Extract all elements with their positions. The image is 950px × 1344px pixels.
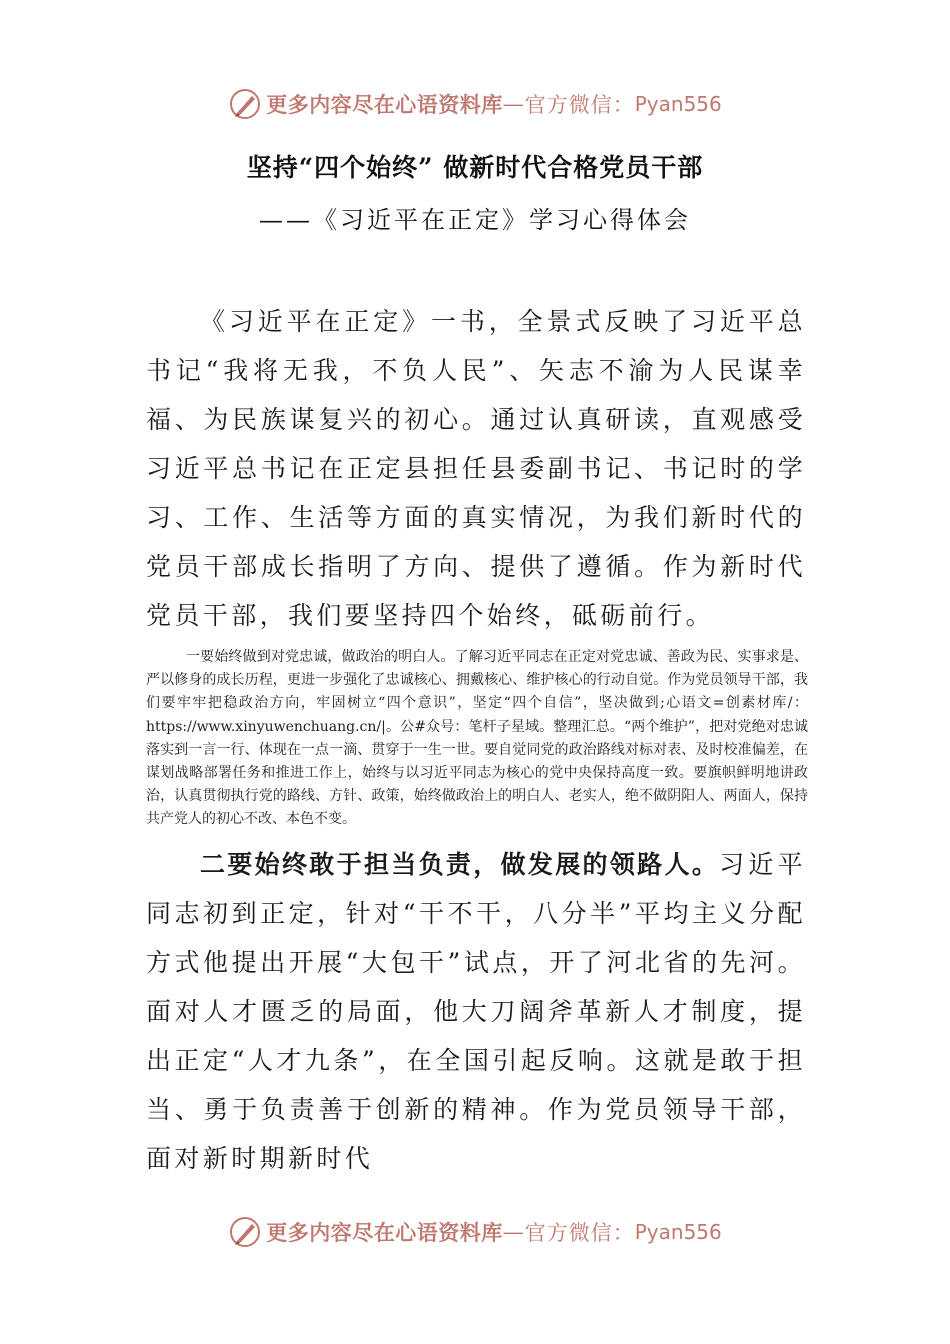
point-two-lead: 二要始终敢于担当负责，做发展的领路人。 xyxy=(200,850,720,879)
point-two-paragraph xyxy=(146,840,806,1183)
footer-wechat-id: Pyan556 xyxy=(634,1220,722,1244)
footer-brand: 更多内容尽在心语资料库 xyxy=(266,1220,503,1245)
pen-logo-icon xyxy=(228,1215,262,1249)
point-one-paragraph: 一要始终做到对党忠诚，做政治的明白人。了解习近平同志在正定对党忠诚、善政为民、实事求是、严以修身的成长历程，更进一步强化了忠诚核心、拥戴核心、维护核心的行动自觉。作为党员领导干部，我们要牢牢把稳政治方向，牢固树立“四个意识”，坚定“四个自信”，坚决做到;心语文=创素材库/：https://www.xinyuwenchuang.cn/|。公#众号：笔杆子星域。整理汇总。“两个维护”，把对党绝对忠诚落实到一言一行、体现在一点一滴、贯穿于一生一世。要自觉同党的政治路线对标对表、及时校准偏差，在谋划战略部署任务和推进工作上，始终与以习近平同志为核心的党中央保持高度一致。要旗帜鲜明地讲政治，认真贯彻执行党的路线、方针、政策，始终做政治上的明白人、老实人，绝不做阴阳人、两面人，保持共产党人的初心不改、本色不变。 xyxy=(146,649,808,828)
banner-wechat-id: Pyan556 xyxy=(634,92,722,116)
header-banner xyxy=(0,82,950,126)
point-two-body: 习近平同志初到正定，针对“干不干，八分半”平均主义分配方式他提出开展“大包干”试点，开了河北省的先河。面对人才匮乏的局面，他大刀阔斧革新人才制度，提出正定“人才九条”，在全国引起反响。这就是敢于担当、勇于负责善于创新的精神。作为党员领导干部，面对新时期新时代 xyxy=(146,850,806,1173)
banner-label: 官方微信： xyxy=(524,93,635,117)
document-subtitle: ——《习近平在正定》学习心得体会 xyxy=(259,206,691,234)
footer-separator: — xyxy=(502,1220,525,1244)
pen-logo-icon xyxy=(228,87,262,121)
document-title: 坚持“四个始终” 做新时代合格党员干部 xyxy=(246,153,704,182)
banner-brand: 更多内容尽在心语资料库 xyxy=(266,92,503,117)
footer-banner xyxy=(0,1210,950,1254)
intro-paragraph: 《习近平在正定》一书，全景式反映了习近平总书记“我将无我，不负人民”、矢志不渝为人民谋幸福、为民族谋复兴的初心。通过认真研读，直观感受习近平总书记在正定县担任县委副书记、书记时的学习、工作、生活等方面的真实情况，为我们新时代的党员干部成长指明了方向、提供了遵循。作为新时代党员干部，我们要坚持四个始终，砥砺前行。 xyxy=(146,307,806,630)
footer-label: 官方微信： xyxy=(524,1221,635,1245)
banner-separator: — xyxy=(502,92,525,116)
